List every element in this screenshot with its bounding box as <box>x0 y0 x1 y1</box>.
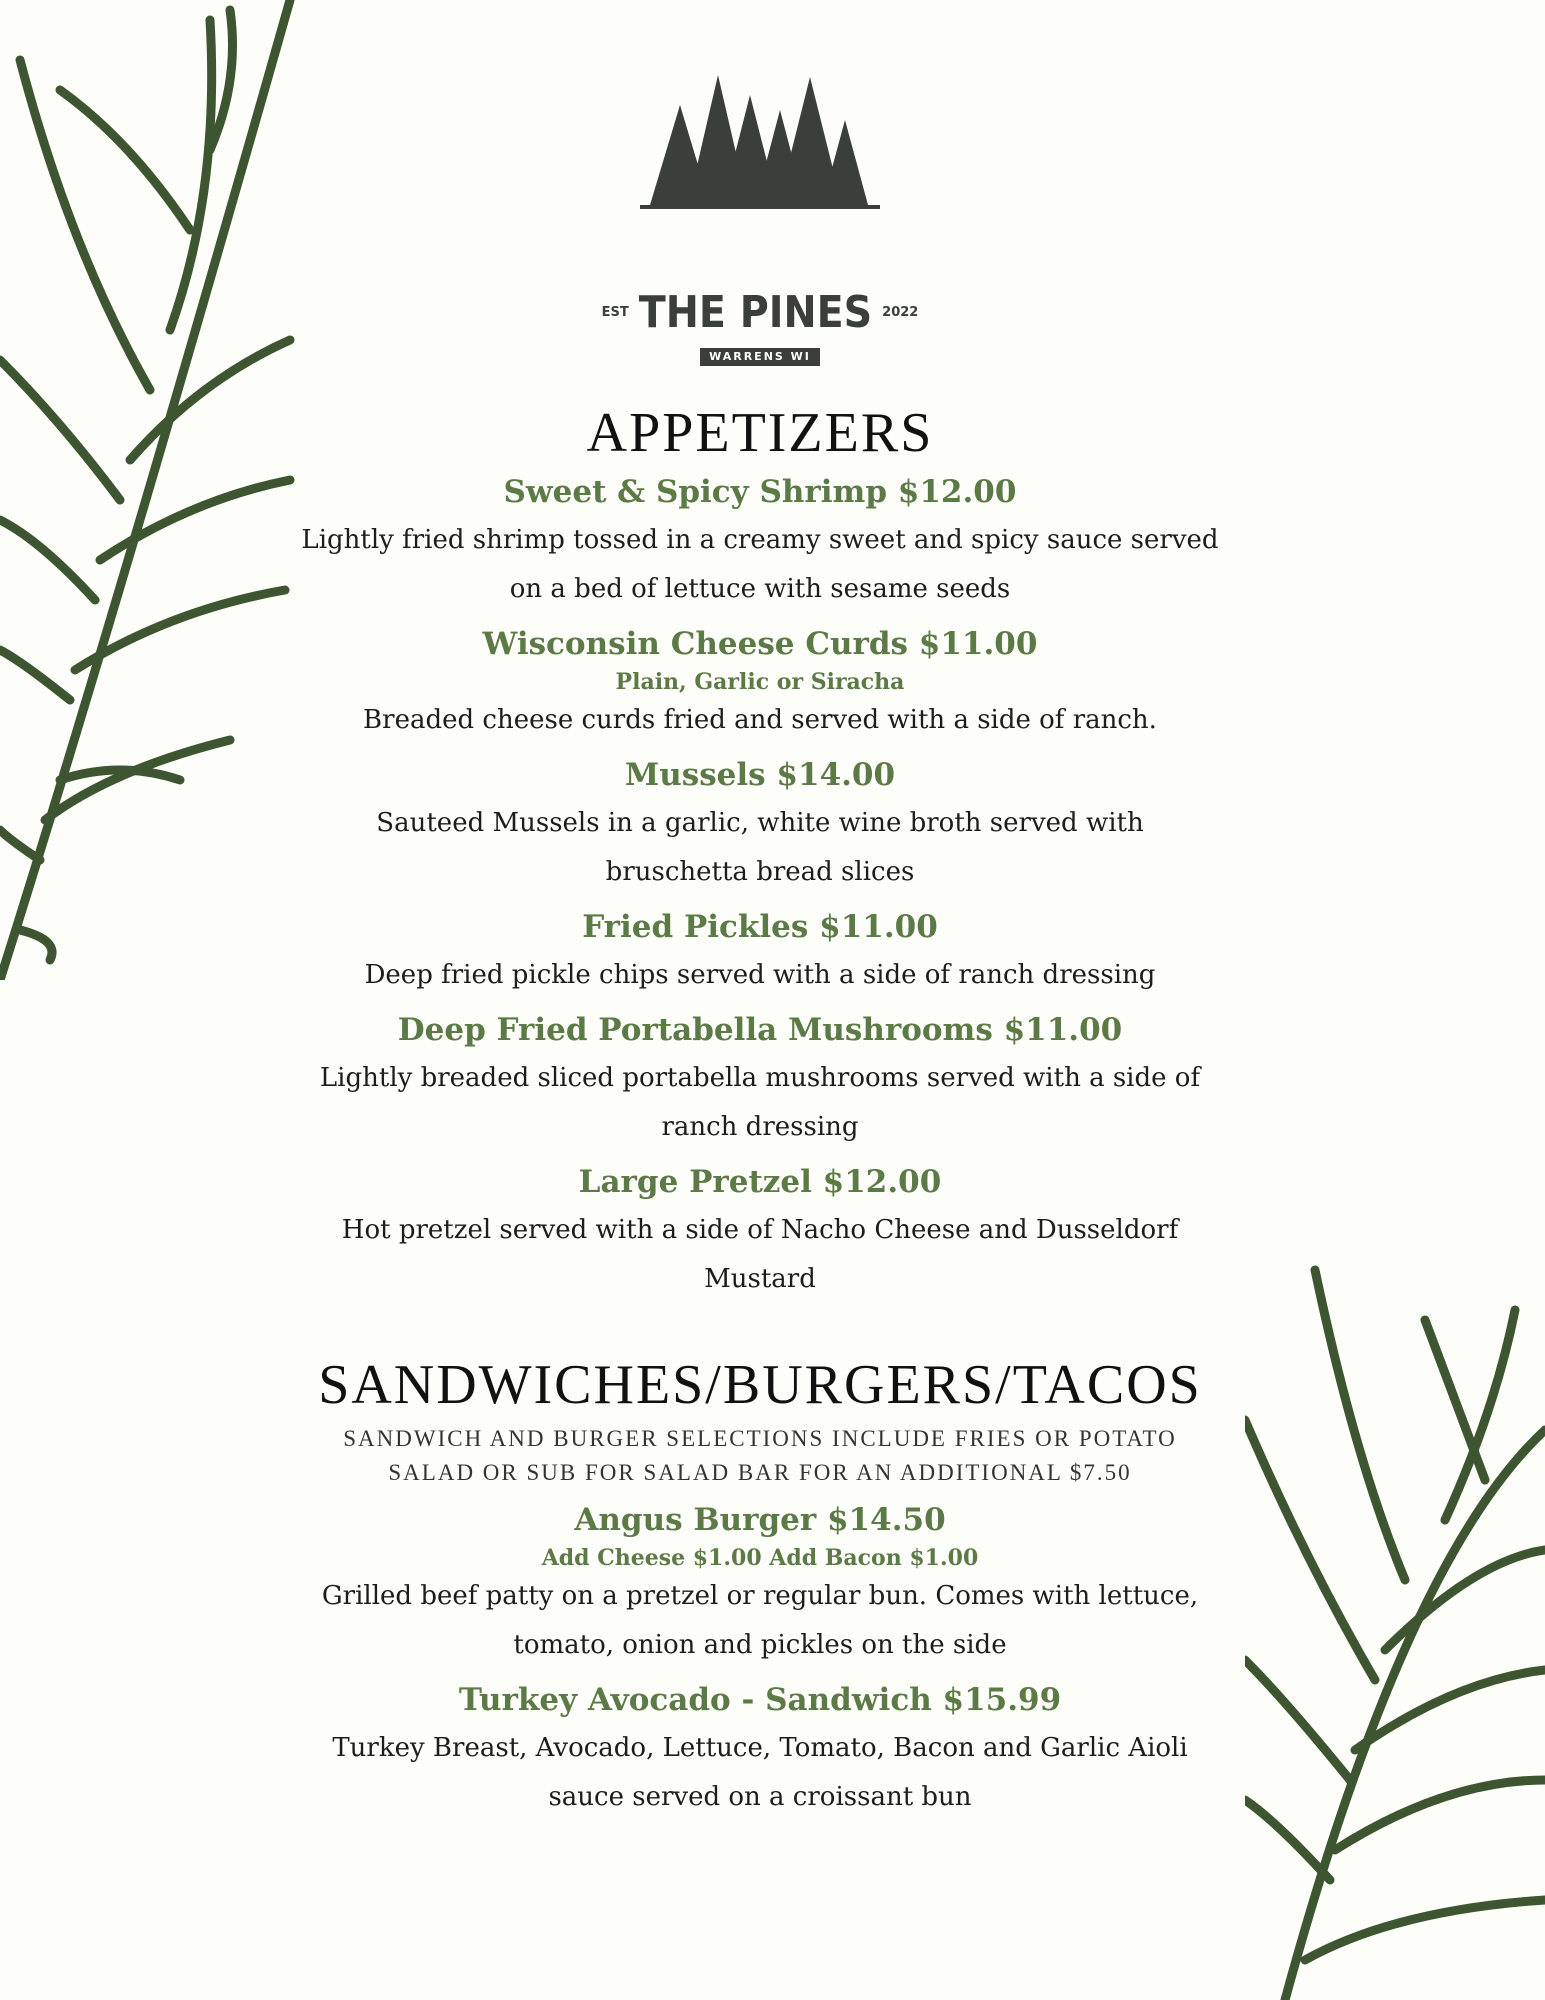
menu-item-description: Turkey Breast, Avocado, Lettuce, Tomato, Bacon and Garlic Aioli <box>332 1733 1188 1763</box>
menu-item-description: ranch dressing <box>661 1112 859 1142</box>
menu-item-title: Sweet & Spicy Shrimp $12.00 <box>503 474 1017 510</box>
menu-item-title: Mussels $14.00 <box>624 757 896 793</box>
menu-content <box>270 398 1250 1828</box>
logo-est-text: EST <box>601 305 629 320</box>
menu-item-description: Mustard <box>704 1264 816 1294</box>
appetizers-list <box>270 468 1250 1304</box>
menu-item-description: Breaded cheese curds fried and served with a side of ranch. <box>363 705 1157 735</box>
logo-name: THE PINES <box>638 287 873 338</box>
menu-item <box>270 903 1250 1000</box>
menu-item-options: Add Cheese $1.00 Add Bacon $1.00 <box>541 1545 979 1571</box>
sandwiches-note-line: SANDWICH AND BURGER SELECTIONS INCLUDE FRIES OR POTATO <box>343 1426 1177 1451</box>
menu-item-title: Turkey Avocado - Sandwich $15.99 <box>458 1682 1062 1718</box>
menu-item <box>270 751 1250 897</box>
menu-item-description: Hot pretzel served with a side of Nacho Cheese and Dusseldorf <box>341 1215 1179 1245</box>
menu-item-description: Grilled beef patty on a pretzel or regular bun. Comes with lettuce, <box>321 1581 1199 1611</box>
menu-item-options: Plain, Garlic or Siracha <box>615 669 905 695</box>
menu-item-description: Sauteed Mussels in a garlic, white wine broth served with <box>376 808 1144 838</box>
menu-item <box>270 620 1250 745</box>
pine-branch-right-decoration <box>1245 1260 1545 2000</box>
menu-item-title: Deep Fried Portabella Mushrooms $11.00 <box>397 1012 1123 1048</box>
sandwiches-note-line: SALAD OR SUB FOR SALAD BAR FOR AN ADDITIONAL $7.50 <box>388 1460 1132 1485</box>
menu-item-description: Deep fried pickle chips served with a side of ranch dressing <box>364 960 1156 990</box>
menu-item <box>270 1676 1250 1822</box>
appetizers-heading: APPETIZERS <box>586 402 934 464</box>
menu-item <box>270 1496 1250 1670</box>
logo-location: WARRENS WI <box>700 348 820 366</box>
restaurant-logo <box>600 65 920 363</box>
logo-year: 2022 <box>882 305 919 320</box>
menu-item-description: bruschetta bread slices <box>605 857 915 887</box>
menu-item-description: on a bed of lettuce with sesame seeds <box>509 574 1011 604</box>
menu-item-title: Large Pretzel $12.00 <box>578 1164 942 1200</box>
sandwiches-heading: SANDWICHES/BURGERS/TACOS <box>318 1354 1202 1416</box>
menu-item-title: Wisconsin Cheese Curds $11.00 <box>482 626 1038 662</box>
menu-item-title: Angus Burger $14.50 <box>574 1502 946 1538</box>
sandwiches-note <box>270 1422 1250 1490</box>
pine-branch-left-decoration <box>0 0 300 980</box>
menu-item-description: tomato, onion and pickles on the side <box>513 1630 1007 1660</box>
pine-trees-icon <box>640 65 880 215</box>
menu-item-description: sauce served on a croissant bun <box>548 1782 972 1812</box>
menu-item-description: Lightly breaded sliced portabella mushrooms served with a side of <box>319 1063 1201 1093</box>
menu-item <box>270 1006 1250 1152</box>
menu-item <box>270 1158 1250 1304</box>
menu-item-description: Lightly fried shrimp tossed in a creamy sweet and spicy sauce served <box>301 525 1219 555</box>
sandwiches-list <box>270 1496 1250 1822</box>
menu-item-title: Fried Pickles $11.00 <box>582 909 938 945</box>
menu-item <box>270 468 1250 614</box>
